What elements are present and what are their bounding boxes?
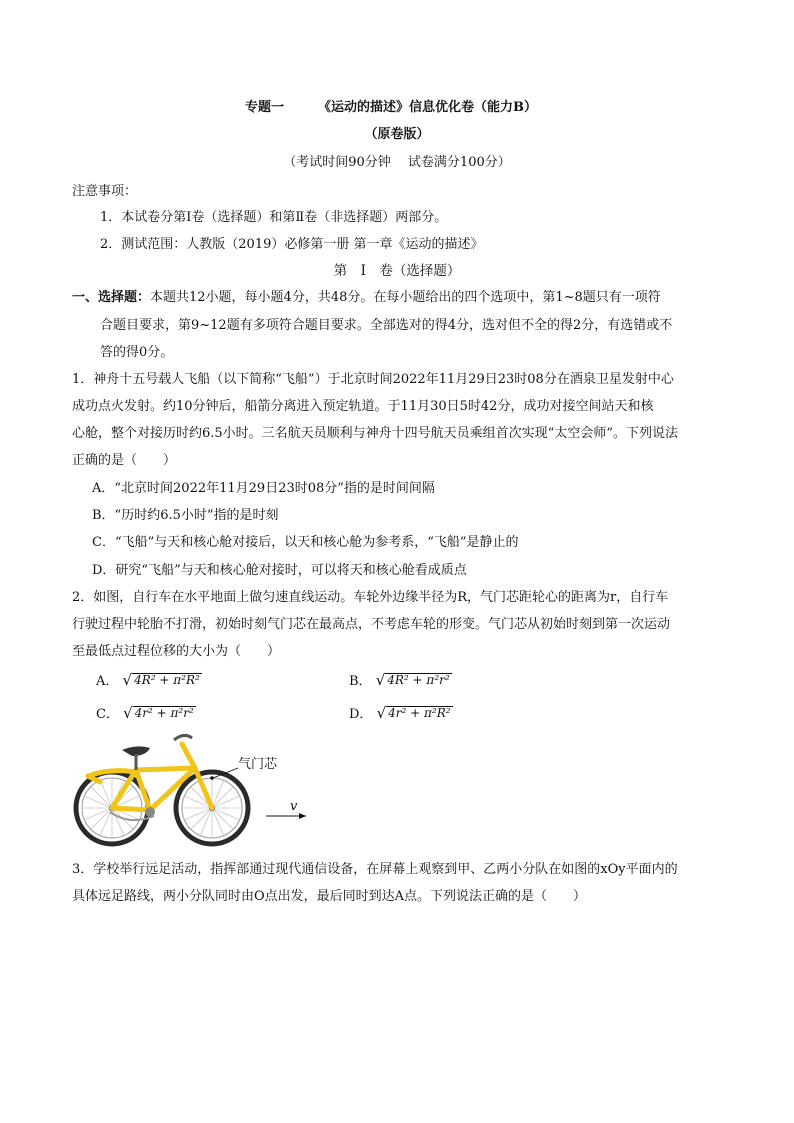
option-label: A． [96, 674, 119, 689]
q2-line: 至最低点过程位移的大小为（ ） [72, 644, 281, 659]
bicycle-figure [70, 730, 320, 850]
option-label: C． [96, 707, 119, 722]
option-expression: 4R² + π²r² [387, 673, 450, 687]
q2-option-b [349, 670, 452, 689]
instruction-label: 一、选择题： [72, 290, 151, 305]
section-title: 第 Ⅰ 卷（选择题） [333, 263, 461, 279]
instruction-line [72, 286, 661, 305]
notice-item: 1．本试卷分第Ⅰ卷（选择题）和第Ⅱ卷（非选择题）两部分。 [100, 210, 448, 225]
q2-option-d [349, 703, 453, 722]
notice-item: 2．测试范围：人教版（2019）必修第一册 第一章《运动的描述》 [100, 237, 484, 252]
title-main: 《运动的描述》信息优化卷（能力B） [318, 100, 537, 115]
sqrt-expression: √ 4R² + π²r² [375, 671, 450, 689]
q3-line: 具体远足路线，两小分队同时由O点出发，最后同时到达A点。下列说法正确的是（ ） [72, 889, 587, 904]
sqrt-expression: √ 4R² + π²R² [122, 671, 200, 689]
option-expression: 4r² + π²R² [388, 706, 451, 720]
subtitle: （原卷版） [364, 127, 430, 142]
q2-line: 2．如图，自行车在水平地面上做匀速直线运动。车轮外边缘半径为R，气门芯距轮心的距离为r，自行车 [72, 590, 669, 605]
q1-option-d: D．研究“飞船”与天和核心舱对接时，可以将天和核心舱看成质点 [92, 563, 467, 578]
q1-line: 成功点火发射。约10分钟后，船箭分离进入预定轨道。于11月30日5时42分，成功对接空间站天和核 [72, 399, 654, 414]
title-topic: 专题一 [245, 100, 285, 115]
q2-option-c [96, 703, 196, 722]
option-label: B． [349, 674, 372, 689]
q1-line: 心舱，整个对接历时约6.5小时。三名航天员顺利与神舟十四号航天员乘组首次实现“太空会师”。下列说法 [72, 426, 678, 441]
valve-core [210, 776, 214, 780]
instruction-text: 本题共12小题，每小题4分，共48分。在每小题给出的四个选项中，第1~8题只有一项符 [150, 290, 661, 305]
q1-option-a: A．“北京时间2022年11月29日23时08分”指的是时间间隔 [92, 481, 435, 496]
option-label: D． [349, 707, 373, 722]
sqrt-expression: √ 4r² + π²R² [376, 704, 451, 722]
q1-line: 1．神舟十五号载人飞船（以下简称“飞船”）于北京时间2022年11月29日23时08分在酒泉卫星发射中心 [72, 372, 674, 387]
arrow-head-icon [299, 813, 306, 819]
crank [145, 807, 155, 817]
velocity-label: v [290, 799, 298, 814]
valve-label: 气门芯 [238, 757, 278, 772]
q1-line: 正确的是（ ） [72, 453, 177, 468]
q2-line: 行驶过程中轮胎不打滑，初始时刻气门芯在最高点，不考虑车轮的形变。气门芯从初始时刻到第一次运动 [72, 617, 671, 632]
exam-info: （考试时间90分钟 试卷满分100分） [283, 155, 511, 170]
q1-option-c: C．“飞船”与天和核心舱对接后，以天和核心舱为参考系，“飞船”是静止的 [92, 535, 519, 550]
option-expression: 4r² + π²r² [134, 706, 194, 720]
option-expression: 4R² + π²R² [134, 673, 200, 687]
handlebar [174, 735, 192, 740]
q1-option-b: B．“历时约6.5小时”指的是时刻 [92, 508, 279, 523]
q3-line: 3．学校举行远足活动，指挥部通过现代通信设备，在屏幕上观察到甲、乙两小分队在如图的xOy平面内的 [72, 862, 678, 877]
sqrt-expression: √ 4r² + π²r² [123, 704, 194, 722]
q2-option-a [96, 670, 202, 689]
instruction-line: 答的得0分。 [100, 345, 174, 360]
notice-heading: 注意事项： [72, 184, 138, 199]
instruction-line: 合题目要求，第9~12题有多项符合题目要求。全部选对的得4分，选对但不全的得2分，有选错或不 [100, 318, 673, 333]
